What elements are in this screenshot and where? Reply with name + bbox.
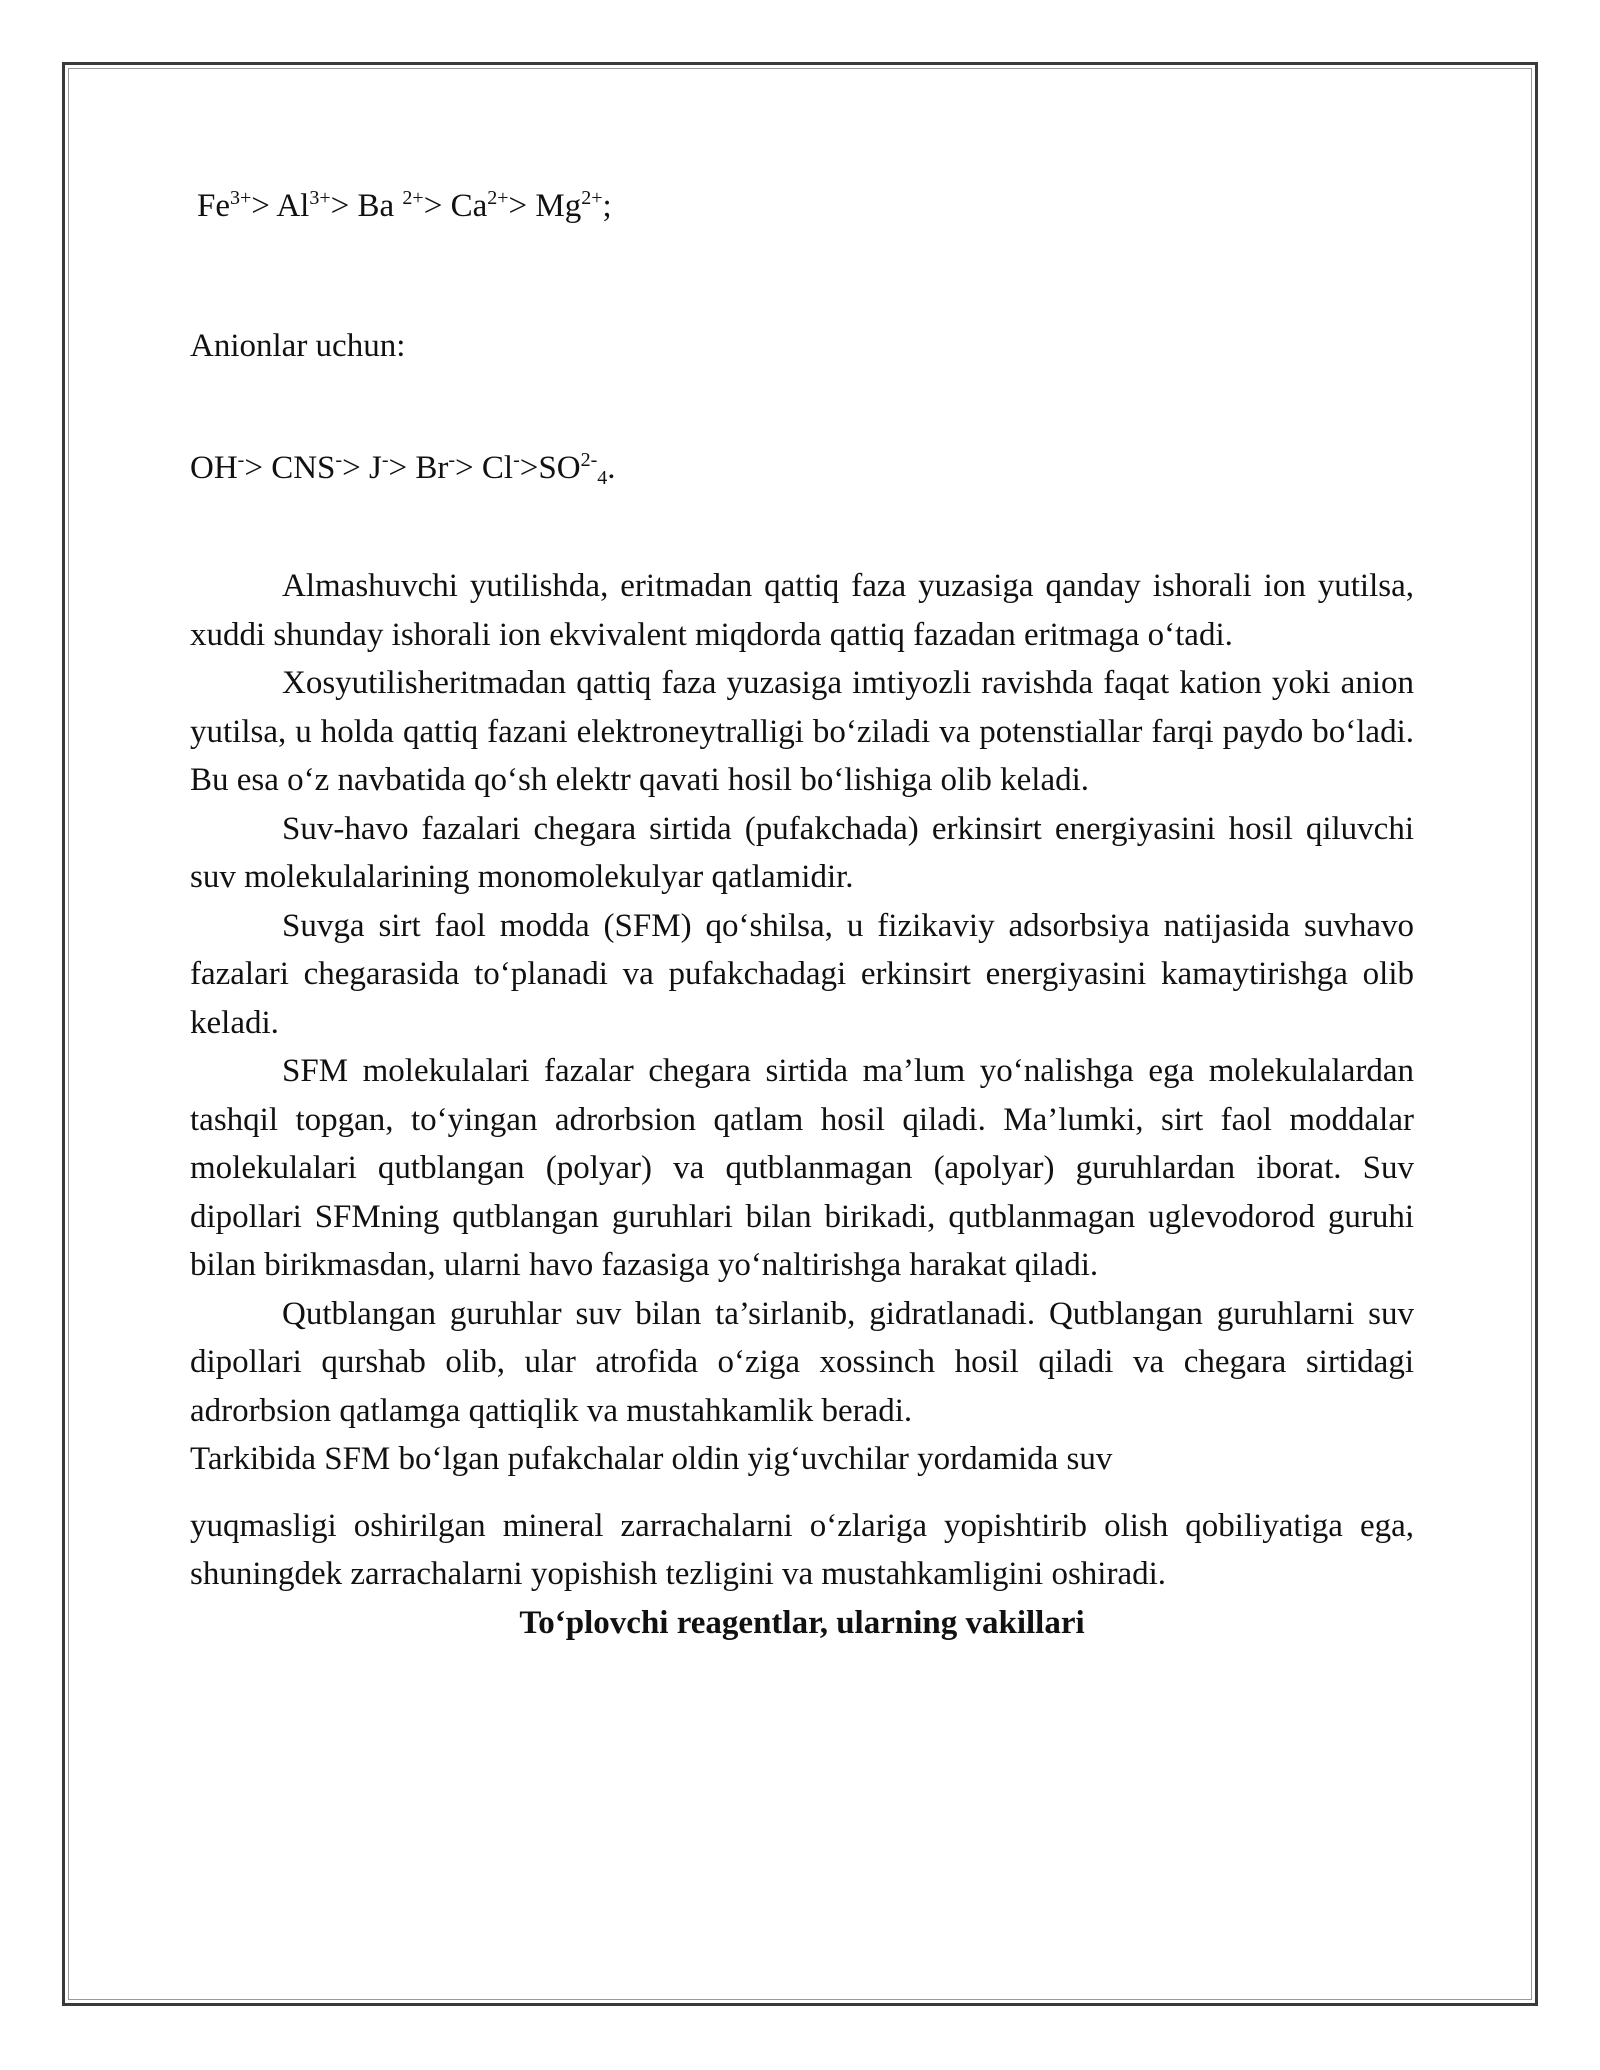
paragraph: Qutblangan guruhlar suv bilan ta’sirlanib, gidratlanadi. Qutblangan guruhlarni suv dipollari qurshab olib, ular atrofida o‘ziga xossinch hosil qiladi va chegara sirtidagi adrorbsion qatlamga qattiqlik va mustahkamlik beradi. (190, 1295, 1414, 1429)
continuation-paragraph: yuqmasligi oshirilgan mineral zarrachalarni o‘zlariga yopishtirib olish qobiliyatiga ega, shuningdek zarrachalarni yopishish tezligini va mustahkamligini oshiradi. (190, 1507, 1414, 1592)
plain-line: Tarkibida SFM bo‘lgan pufakchalar oldin yig‘uvchilar yordamida suv (190, 1441, 1113, 1477)
cation-fe: $Fe^{3+}>$ (197, 187, 277, 224)
paragraph: Almashuvchi yutilishda, eritmadan qattiq faza yuzasiga qanday ishorali ion yutilsa, xuddi shunday ishorali ion ekvivalent miqdorda qattiq fazadan eritmaga o‘tadi. (190, 568, 1414, 653)
anion-cns: CNS-> (271, 449, 369, 486)
paragraph: Suvga sirt faol modda (SFM) qo‘shilsa, u fizikaviy adsorbsiya natijasida suvhavo fazalari chegarasida to‘planadi va pufakchadagi erkinsirt energiyasini kamaytirishga olib keladi. (190, 907, 1414, 1041)
section-heading: To‘plovchi reagentlar, ularning vakillari (519, 1604, 1085, 1641)
anion-series (190, 450, 616, 487)
body-text (190, 562, 1414, 1647)
anion-label: Anionlar uchun: (190, 328, 406, 364)
anion-j: J-> (368, 449, 416, 486)
anion-cl: Cl-> (481, 449, 539, 486)
anion-br: Br-> (415, 449, 482, 486)
anion-so4: $SO^{2-}_4$. (538, 449, 616, 489)
cation-mg: $Mg^{2+}$; (535, 187, 612, 224)
cation-al: $Al^{3+}>$ (276, 187, 358, 224)
cation-ca: $Ca^{2+}>$ (450, 187, 536, 224)
cation-ba: Ba $^{2+}$> (357, 187, 451, 224)
paragraph: Suv-havo fazalari chegara sirtida (pufakchada) erkinsirt energiyasini hosil qiluvchi suv molekulalarining monomolekulyar qatlamidir. (190, 810, 1414, 895)
paragraph: Xosyutilisheritmadan qattiq faza yuzasiga imtiyozli ravishda faqat kation yoki anion yutilsa, u holda qattiq fazani elektroneytralligi bo‘ziladi va potenstiallar farqi paydo bo‘ladi. Bu esa o‘z navbatida qo‘sh elektr qavati hosil bo‘lishiga olib keladi. (190, 665, 1414, 798)
cation-series (197, 188, 612, 225)
anion-oh: OH-> (190, 449, 272, 486)
paragraph: SFM molekulalari fazalar chegara sirtida ma’lum yo‘nalishga ega molekulalardan tashqil topgan, to‘yingan adrorbsion qatlam hosil qiladi. Ma’lumki, sirt faol moddalar molekulalari qutblangan (polyar) va qutblanmagan (apolyar) guruhlardan iborat. Suv dipollari SFMning qutblangan guruhlari bilan birikadi, qutblanmagan uglevodorod guruhi bilan birikmasdan, ularni havo fazasiga yo‘naltirishga harakat qiladi. (190, 1053, 1414, 1283)
